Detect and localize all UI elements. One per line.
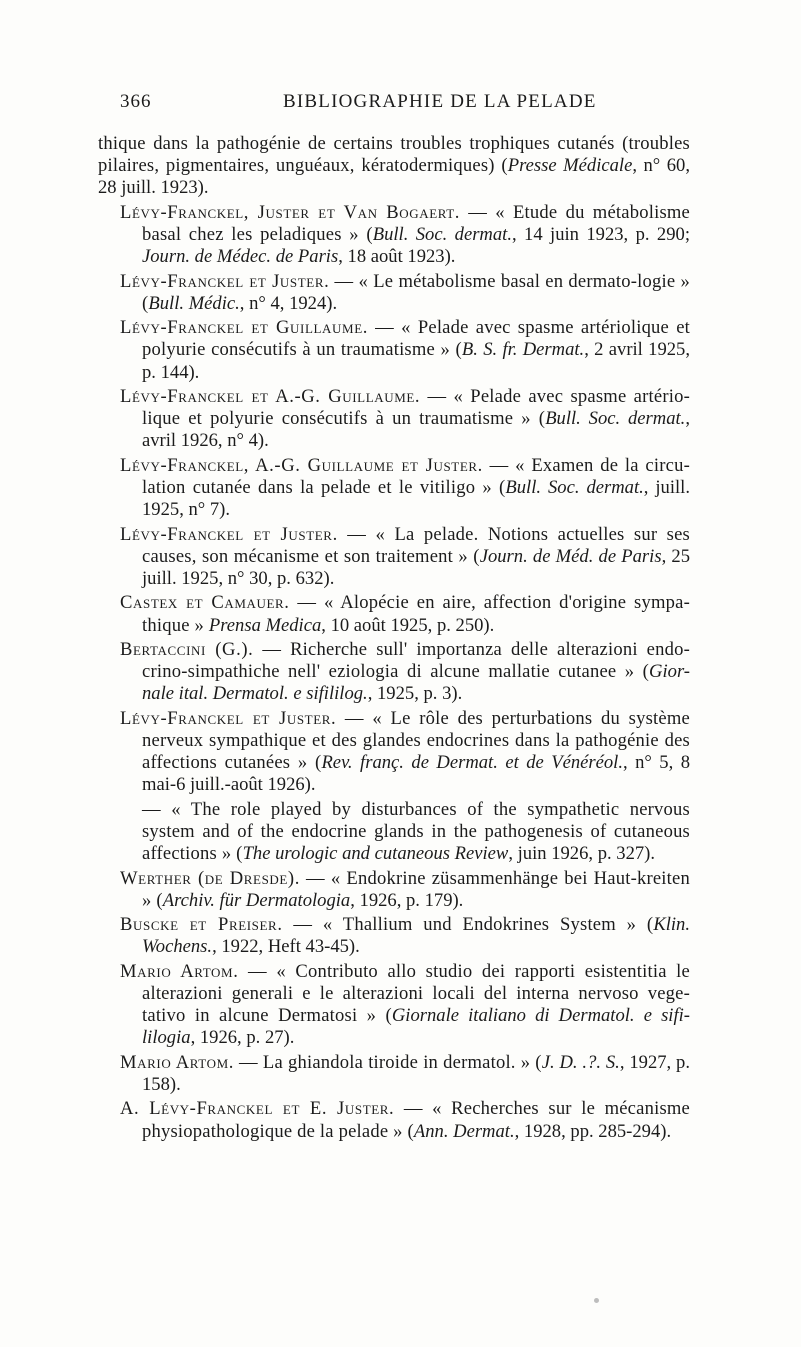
bibliography-entry bbox=[120, 1098, 690, 1142]
entry-detail: , 1922, Heft 43-45). bbox=[212, 936, 360, 958]
entry-source: The urologic and cutaneous Review bbox=[242, 843, 509, 865]
entry-title: — La ghiandola tiroide in dermatol. » ( bbox=[233, 1051, 542, 1073]
entry-title: — « Recherches sur le mécanisme physiopathologique de la pelade » ( bbox=[142, 1098, 691, 1142]
entry-source: Gior-nale ital. Dermatol. e sifililog. bbox=[142, 661, 690, 705]
entry-authors: Lévy-Franckel et Juster. bbox=[120, 270, 330, 292]
entry-source: Archiv. für Dermatologia bbox=[162, 889, 351, 911]
entry-detail: , n° 60, 28 juill. 1923). bbox=[98, 155, 691, 199]
page-number: 366 bbox=[120, 91, 152, 112]
entry-detail: , 14 juin 1923, p. 290; bbox=[511, 224, 690, 245]
entry-detail: , 1927, p. 158). bbox=[142, 1051, 690, 1095]
entry-detail: , juin 1926, p. 327). bbox=[508, 843, 656, 865]
print-speck bbox=[594, 1298, 599, 1303]
entry-authors: Lévy-Franckel et Juster. bbox=[120, 707, 337, 729]
entry-detail: , avril 1926, n° 4). bbox=[142, 408, 690, 452]
bibliography-entry bbox=[120, 868, 690, 912]
entry-title: — « Contributo allo studio dei rapporti esistentitia le alterazioni generali e le alterazioni locali del interna nervoso vege-tativo in alcune Dermatosi » ( bbox=[142, 960, 690, 1027]
entry-title: — « La pelade. Notions actuelles sur ses causes, son mécanisme et son traitement » ( bbox=[142, 523, 690, 567]
entry-detail: , 1926, p. 27). bbox=[190, 1027, 295, 1049]
entry-source: Klin. Wochens. bbox=[142, 914, 690, 958]
entry-detail: , juill. 1925, n° 7). bbox=[142, 476, 690, 521]
entry-source: Bull. Médic. bbox=[148, 292, 240, 314]
entry-source-secondary: Journ. de Médec. de Paris bbox=[142, 246, 339, 268]
entry-source: Bull. Soc. dermat. bbox=[372, 224, 512, 245]
bibliography-entry bbox=[120, 524, 690, 591]
bibliography-entry-continuation bbox=[120, 799, 690, 866]
entry-title: — « Pelade avec spasme artériolique et polyurie consécutifs à un traumatisme » ( bbox=[142, 317, 691, 361]
entry-title: — « Thallium und Endokrines System » ( bbox=[282, 914, 654, 936]
entry-detail: , 1926, p. 179). bbox=[350, 889, 464, 911]
entry-title: — « Endokrine züsammenhänge bei Haut-kreiten » ( bbox=[142, 867, 690, 911]
entry-authors: Buscke et Preiser. bbox=[120, 914, 283, 936]
entry-title: — « Alopécie en aire, affection d'origine sympa-thique » bbox=[142, 592, 690, 636]
entry-source: Presse Médicale bbox=[507, 155, 633, 177]
entry-authors: Castex et Camauer. bbox=[120, 592, 290, 614]
entry-source: Rev. franç. de Dermat. et de Vénéréol. bbox=[321, 752, 623, 774]
entry-authors: A. Lévy-Franckel et E. Juster. bbox=[120, 1098, 395, 1120]
entry-authors: Lévy-Franckel et Guillaume. bbox=[120, 317, 368, 339]
bibliography-entry bbox=[120, 914, 690, 958]
entry-detail: , 10 août 1925, p. 250). bbox=[321, 614, 495, 636]
entry-title: — « Pelade avec spasme artério-lique et polyurie consécutifs à un traumatisme » ( bbox=[142, 385, 690, 430]
entry-source: Giornale italiano di Dermatol. e sifi-lilogia bbox=[142, 1005, 690, 1049]
entry-source: J. D. .?. S. bbox=[541, 1051, 620, 1073]
running-title: BIBLIOGRAPHIE DE LA PELADE bbox=[283, 91, 597, 112]
entry-authors: Mario Artom. bbox=[120, 1051, 234, 1073]
entry-title: — Richerche sull' importanza delle alterazioni endo-crino-simpathiche nell' eziologia di alcune mallatie cutanee » ( bbox=[142, 638, 690, 683]
entry-source: Prensa Medica bbox=[208, 614, 322, 636]
entry-source: Bull. Soc. dermat. bbox=[505, 476, 644, 498]
entry-detail-secondary: , 18 août 1923). bbox=[338, 246, 456, 268]
entry-detail: , n° 5, 8 mai-6 juill.-août 1926). bbox=[142, 752, 690, 796]
entry-title: — « The role played by disturbances of the sympathetic nervous system and of the endocrine glands in the pathogenesis of cutaneous affections » ( bbox=[142, 798, 690, 865]
entry-title: — « Le métabolisme basal en dermato-logie » ( bbox=[142, 270, 690, 314]
entry-title: — « Le rôle des perturbations du système nerveux sympathique et des glandes endocrines dans la pathogénie des affections cutanées » ( bbox=[142, 707, 690, 774]
bibliography-entry bbox=[120, 317, 690, 384]
entry-detail: , 2 avril 1925, p. 144). bbox=[142, 339, 690, 383]
entry-authors: Lévy-Franckel, A.-G. Guillaume et Juster. bbox=[120, 454, 483, 476]
bibliography-entry bbox=[120, 386, 690, 453]
bibliography-entry bbox=[120, 455, 690, 522]
entry-authors: Bertaccini (G.). bbox=[120, 638, 254, 660]
entry-authors: Lévy-Franckel et A.-G. Guillaume. bbox=[120, 385, 421, 407]
entry-source: Ann. Dermat. bbox=[413, 1120, 515, 1142]
entry-title: — « Examen de la circu-lation cutanée dans la pelade et le vitiligo » ( bbox=[142, 454, 690, 498]
bibliography-list bbox=[98, 133, 691, 1145]
entry-detail: , n° 4, 1924). bbox=[239, 292, 338, 314]
bibliography-entry bbox=[120, 202, 690, 269]
entry-detail: , 25 juill. 1925, n° 30, p. 632). bbox=[142, 545, 691, 589]
entry-detail: , 1925, p. 3). bbox=[367, 683, 463, 705]
entry-detail: , 1928, pp. 285-294). bbox=[514, 1120, 672, 1142]
entry-source: B. S. fr. Dermat. bbox=[461, 339, 585, 361]
running-head bbox=[120, 91, 685, 117]
bibliography-entry bbox=[120, 271, 690, 315]
entry-title: thique dans la pathogénie de certains troubles trophiques cutanés (troubles pilaires, pigmentaires, unguéaux, kératodermiques) ( bbox=[98, 133, 690, 177]
bibliography-entry bbox=[120, 708, 690, 797]
entry-authors: Lévy-Franckel et Juster. bbox=[120, 523, 338, 545]
bibliography-entry bbox=[98, 133, 690, 200]
bibliography-entry bbox=[120, 592, 690, 636]
entry-source: Bull. Soc. dermat. bbox=[545, 408, 686, 430]
bibliography-entry bbox=[120, 639, 690, 706]
bibliography-entry bbox=[120, 961, 690, 1050]
entry-authors: Mario Artom. bbox=[120, 960, 239, 982]
bibliography-entry bbox=[120, 1052, 690, 1096]
entry-title: — « Etude du métabolisme basal chez les peladiques » ( bbox=[142, 201, 691, 245]
entry-authors: Lévy-Franckel, Juster et Van Bogaert. bbox=[120, 201, 461, 223]
entry-source: Journ. de Méd. de Paris bbox=[479, 545, 662, 567]
entry-authors: Werther (de Dresde). bbox=[120, 867, 300, 889]
